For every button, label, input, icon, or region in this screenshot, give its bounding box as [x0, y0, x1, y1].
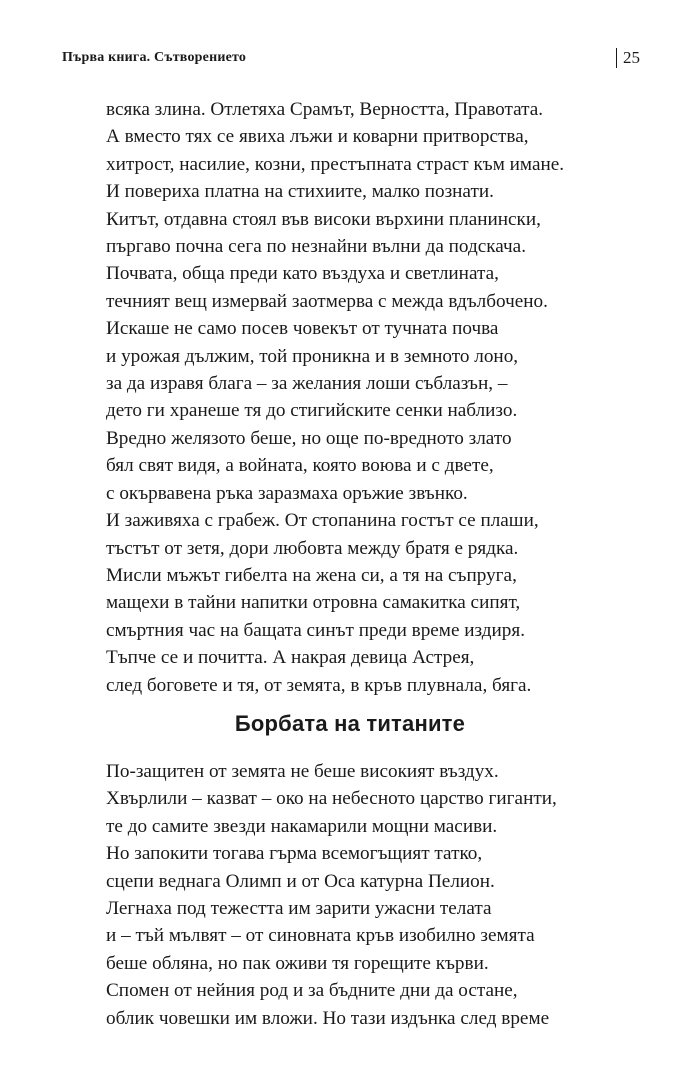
running-head: Първа книга. Сътворението — [62, 50, 247, 65]
page-number — [616, 48, 640, 68]
verse-line: облик човешки им вложи. Но тази издънка след време — [106, 1007, 550, 1029]
verse-line: течният вещ измервай заотмерва с межда вдълбочено. — [106, 290, 548, 312]
verse-line: сцепи веднага Олимп и от Оса катурна Пелион. — [106, 870, 495, 892]
verse-line: Искаше не само посев човекът от тучната почва — [106, 318, 499, 340]
verse-line: след боговете и тя, от земята, в кръв плувнала, бяга. — [106, 674, 532, 696]
verse-line: хитрост, насилие, козни, престъпната страст към имане. — [106, 153, 565, 175]
verse-line: А вместо тях се явиха лъжи и коварни притворства, — [106, 126, 529, 148]
verse-line: Почвата, обща преди като въздуха и светлината, — [106, 263, 499, 285]
verse-line: беше обляна, но пак оживи тя горещите кърви. — [106, 952, 489, 974]
verse-line: По-защитен от земята не беше високият въздух. — [106, 761, 499, 782]
verse-block-2 — [106, 758, 666, 1032]
verse-line: Спомен от нейния род и за бъдните дни да остане, — [106, 980, 518, 1002]
verse-block-1 — [106, 96, 666, 699]
verse-line: тъстът от зетя, дори любовта между братя е рядка. — [106, 537, 519, 559]
verse-line: те до самите звезди накамарили мощни масиви. — [106, 815, 498, 837]
verse-line: смъртния час на бащата синът преди време издиря. — [106, 619, 526, 641]
verse-line: Вредно желязото беше, но още по-вредното злато — [106, 427, 512, 449]
verse-line: с окървавена ръка заразмаха оръжие звънко. — [106, 482, 468, 504]
verse-line: пъргаво почна сега по незнайни вълни да подскача. — [106, 236, 526, 258]
verse-line: мащехи в тайни напитки отровна самакитка сипят, — [106, 592, 521, 614]
verse-line: Китът, отдавна стоял във високи върхини планински, — [106, 208, 541, 230]
verse-line: и урожая дължим, той проникна и в земното лоно, — [106, 345, 519, 367]
verse-line: бял свят видя, а войната, която воюва и с двете, — [106, 455, 494, 477]
verse-line: всяка злина. Отлетяха Срамът, Верността, Правотата. — [106, 99, 544, 120]
page-number-value: 25 — [623, 48, 640, 67]
verse-line: Мисли мъжът гибелта на жена си, а тя на съпруга, — [106, 564, 517, 586]
verse-line: И повериха платна на стихиите, малко познати. — [106, 181, 494, 203]
verse-line: Легнаха под тежестта им зарити ужасни телата — [106, 898, 492, 920]
verse-line: Но запокити тогава гърма всемогъщият татко, — [106, 843, 483, 865]
verse-line: Тъпче се и почитта. А накрая девица Астрея, — [106, 647, 475, 669]
verse-line: за да изравя блага – за желания лоши съблазън, – — [106, 373, 508, 395]
verse-line: и – тъй мълвят – от синовната кръв изобилно земята — [106, 925, 535, 947]
verse-line: Хвърлили – казват – око на небесното царство гиганти, — [106, 788, 557, 810]
verse-line: дето ги хранеше тя до стигийските сенки наблизо. — [106, 400, 518, 422]
page-number-divider — [616, 48, 617, 68]
verse-line: И заживяха с грабеж. От стопанина гостът се плаши, — [106, 510, 539, 532]
section-title: Борбата на титаните — [234, 711, 466, 736]
